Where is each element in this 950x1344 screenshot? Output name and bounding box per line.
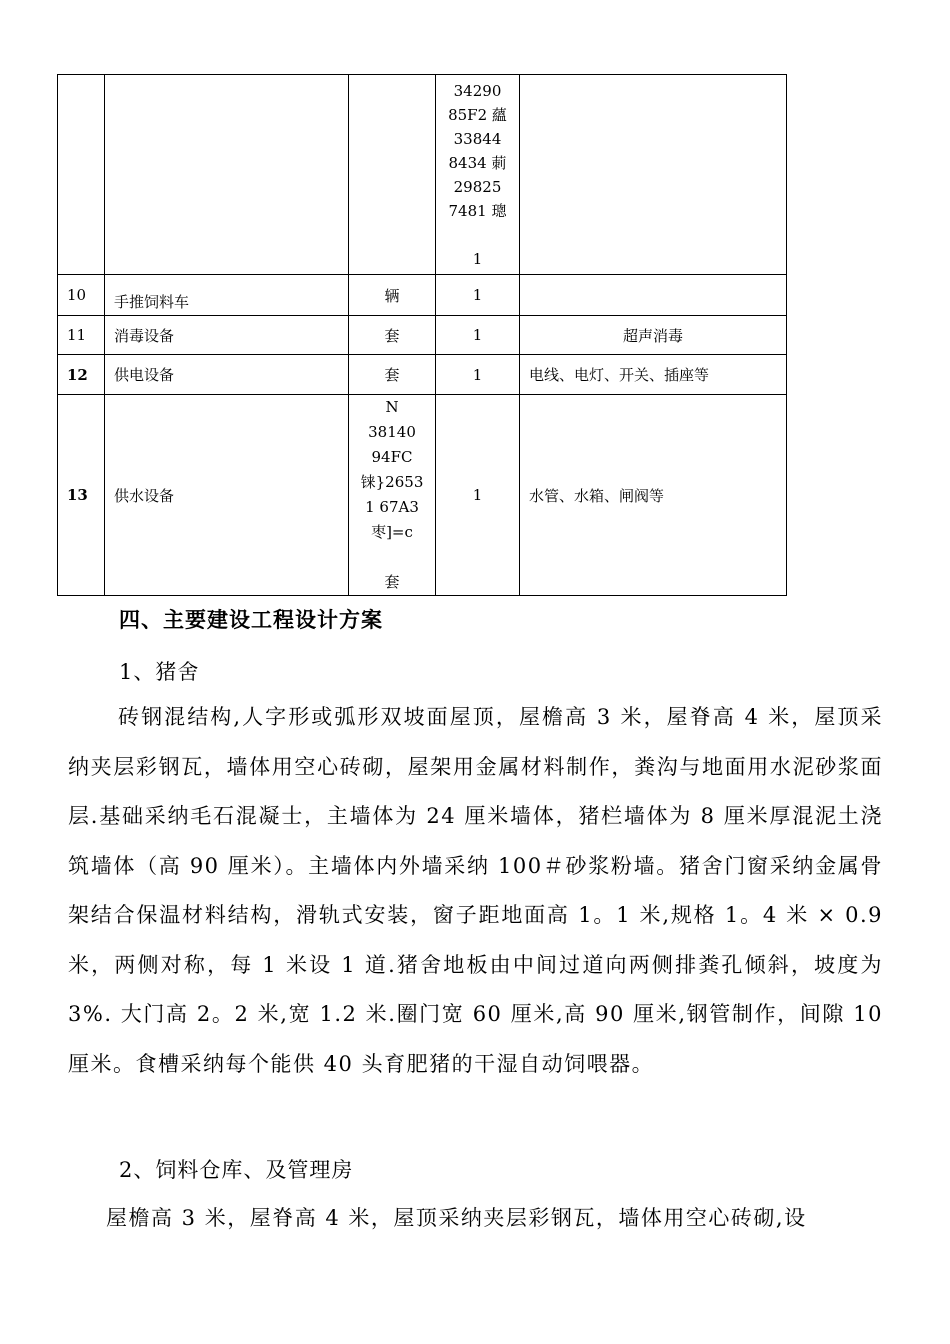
row-number-cell: 13: [58, 395, 105, 596]
subsection-heading-warehouse: 2、饲料仓库、及管理房: [119, 1158, 354, 1182]
row-unit-cell: [349, 395, 436, 596]
unit-line: 94FC: [371, 448, 413, 466]
unit-stack: [349, 395, 435, 595]
table-row: [58, 75, 787, 275]
row-name-cell: [105, 75, 349, 275]
table-row: [58, 355, 787, 395]
row-name-cell: 消毒设备: [105, 316, 349, 355]
row-qty-cell: 1: [436, 275, 520, 316]
row-name-cell: 供电设备: [105, 355, 349, 395]
body-paragraph-warehouse: 屋檐高 3 米，屋脊高 4 米，屋顶采纳夹层彩钢瓦，墙体用空心砖砌,设: [106, 1206, 807, 1230]
row-remark-cell: 超声消毒: [520, 316, 787, 355]
row-qty-cell: [436, 75, 520, 275]
row-name-cell: 手推饲料车: [105, 275, 349, 316]
table-row: [58, 395, 787, 596]
row-remark-cell: 电线、电灯、开关、插座等: [520, 355, 787, 395]
row-number-cell: 12: [58, 355, 105, 395]
section-title: 四、主要建设工程设计方案: [119, 607, 383, 632]
row-unit-cell: [349, 75, 436, 275]
unit-line: 枣]=c: [371, 523, 413, 541]
row-remark-cell: [520, 75, 787, 275]
qty-line: 34290: [453, 81, 502, 100]
qty-line: 29825: [453, 177, 502, 196]
unit-line: 1 67A3: [365, 498, 419, 516]
row-remark-cell: 水管、水箱、闸阀等: [520, 395, 787, 596]
qty-line: 7481 璁: [448, 201, 507, 220]
qty-line: [436, 223, 519, 247]
qty-line: 8434 莿: [448, 153, 507, 172]
row-name-cell: 供水设备: [105, 395, 349, 596]
unit-line: 38140: [368, 423, 416, 441]
subsection-heading-pigsty: 1、猪舍: [119, 660, 200, 684]
unit-line: [349, 545, 435, 570]
row-number-cell: 11: [58, 316, 105, 355]
row-unit-cell: 套: [349, 355, 436, 395]
qty-line: 33844: [453, 129, 502, 148]
qty-line: 1: [472, 249, 483, 268]
row-remark-cell: [520, 275, 787, 316]
row-number-cell: 10: [58, 275, 105, 316]
row-unit-cell: 辆: [349, 275, 436, 316]
equipment-table: [57, 74, 787, 596]
qty-line: 85F2 蘊: [448, 105, 507, 124]
qty-stack: [436, 79, 519, 271]
table-row: [58, 316, 787, 355]
row-qty-cell: 1: [436, 316, 520, 355]
row-qty-cell: 1: [436, 395, 520, 596]
row-qty-cell: 1: [436, 355, 520, 395]
unit-line: N: [385, 398, 399, 416]
unit-line: 铼}2653: [360, 473, 424, 491]
row-number-cell: [58, 75, 105, 275]
row-unit-cell: 套: [349, 316, 436, 355]
body-paragraph-pigsty: 砖钢混结构,人字形或弧形双坡面屋顶，屋檐高 3 米，屋脊高 4 米，屋顶采纳夹层彩钢瓦，墙体用空心砖砌，屋架用金属材料制作，粪沟与地面用水泥砂浆面层.基础采纳毛石混凝士，主墙体为 24 厘米墙体，猪栏墙体为 8 厘米厚混泥土浇筑墙体（高 90 厘米）。主墙体内外墙采纳 100＃砂浆粉墙。猪舍门窗采纳金属骨架结合保温材料结构，滑轨式安装，窗子距地面高 1。1 米,规格 1。4 米 × 0.9 米，两侧对称，每 1 米设 1 道.猪舍地板由中间过道向两侧排粪孔倾斜，坡度为 3%. 大门高 2。2 米,宽 1.2 米.圈门宽 60 厘米,高 90 厘米,钢管制作，间隙 10 厘米。食槽采纳每个能供 40 头育肥猪的干湿自动饲喂器。: [68, 705, 883, 1076]
table-row: [58, 275, 787, 316]
unit-line: 套: [384, 573, 400, 591]
